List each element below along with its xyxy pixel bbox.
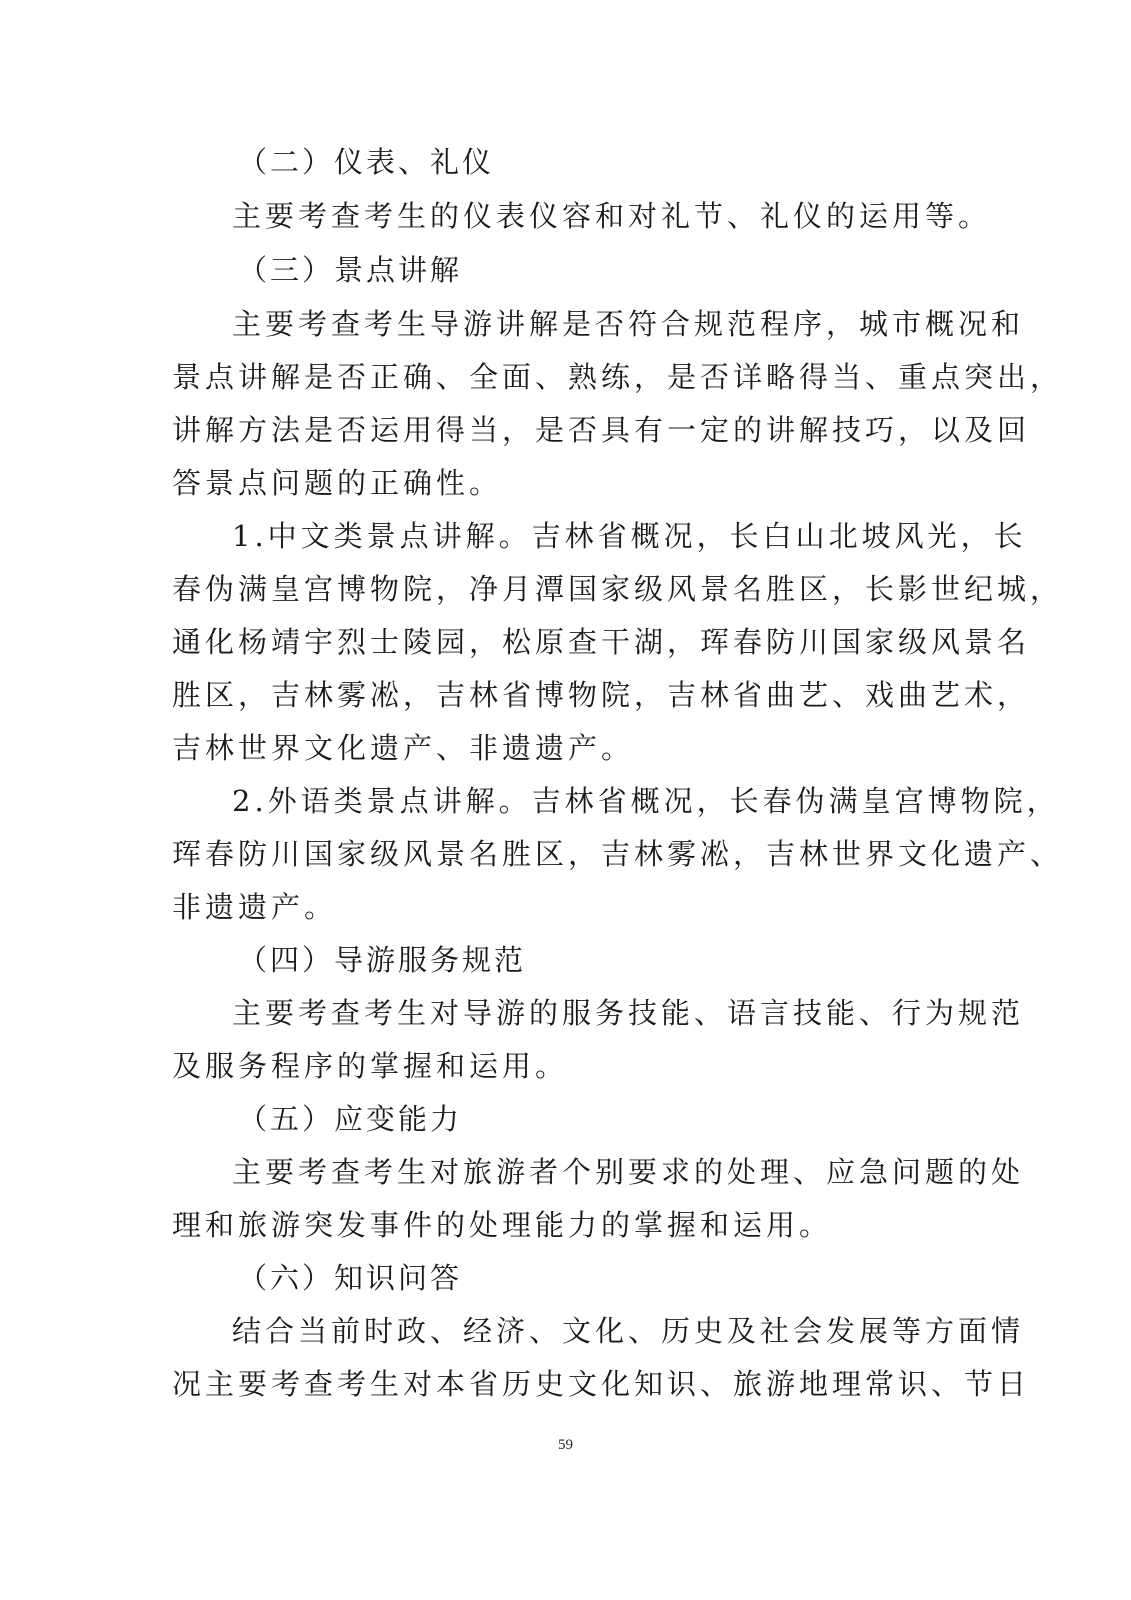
paragraph-line: 非遗遗产。 bbox=[172, 890, 338, 924]
section-heading-3: （三）景点讲解 bbox=[238, 253, 463, 287]
section-heading-5: （五）应变能力 bbox=[238, 1102, 463, 1136]
paragraph-line: 主要考查考生对旅游者个别要求的处理、应急问题的处 bbox=[232, 1155, 1025, 1189]
section-heading-4: （四）导游服务规范 bbox=[238, 943, 527, 977]
paragraph-line: 胜区，吉林雾凇，吉林省博物院，吉林省曲艺、戏曲艺术， bbox=[172, 678, 1031, 712]
paragraph-line: 答景点问题的正确性。 bbox=[172, 466, 503, 500]
paragraph-line: 主要考查考生的仪表仪容和对礼节、礼仪的运用等。 bbox=[232, 199, 992, 233]
paragraph-line: 珲春防川国家级风景名胜区，吉林雾凇，吉林世界文化遗产、 bbox=[172, 837, 1064, 871]
paragraph-line: 及服务程序的掌握和运用。 bbox=[172, 1049, 569, 1083]
paragraph-line: 2.外语类景点讲解。吉林省概况，长春伪满皇宫博物院， bbox=[232, 784, 1060, 818]
paragraph-line: 通化杨靖宇烈士陵园，松原查干湖，珲春防川国家级风景名 bbox=[172, 625, 1031, 659]
paragraph-line: 景点讲解是否正确、全面、熟练，是否详略得当、重点突出， bbox=[172, 360, 1064, 394]
paragraph-line: 主要考查考生对导游的服务技能、语言技能、行为规范 bbox=[232, 996, 1025, 1030]
section-heading-2: （二）仪表、礼仪 bbox=[238, 145, 495, 179]
paragraph-line: 讲解方法是否运用得当，是否具有一定的讲解技巧，以及回 bbox=[172, 413, 1031, 447]
paragraph-line: 理和旅游突发事件的处理能力的掌握和运用。 bbox=[172, 1208, 833, 1242]
paragraph-line: 1.中文类景点讲解。吉林省概况，长白山北坡风光，长 bbox=[232, 519, 1027, 553]
section-heading-6: （六）知识问答 bbox=[238, 1261, 463, 1295]
paragraph-line: 主要考查考生导游讲解是否符合规范程序，城市概况和 bbox=[232, 307, 1025, 341]
paragraph-line: 况主要考查考生对本省历史文化知识、旅游地理常识、节日 bbox=[172, 1367, 1031, 1401]
paragraph-line: 春伪满皇宫博物院，净月潭国家级风景名胜区，长影世纪城， bbox=[172, 572, 1064, 606]
paragraph-line: 结合当前时政、经济、文化、历史及社会发展等方面情 bbox=[232, 1314, 1025, 1348]
page-number: 59 bbox=[558, 1437, 573, 1453]
paragraph-line: 吉林世界文化遗产、非遗遗产。 bbox=[172, 731, 635, 765]
